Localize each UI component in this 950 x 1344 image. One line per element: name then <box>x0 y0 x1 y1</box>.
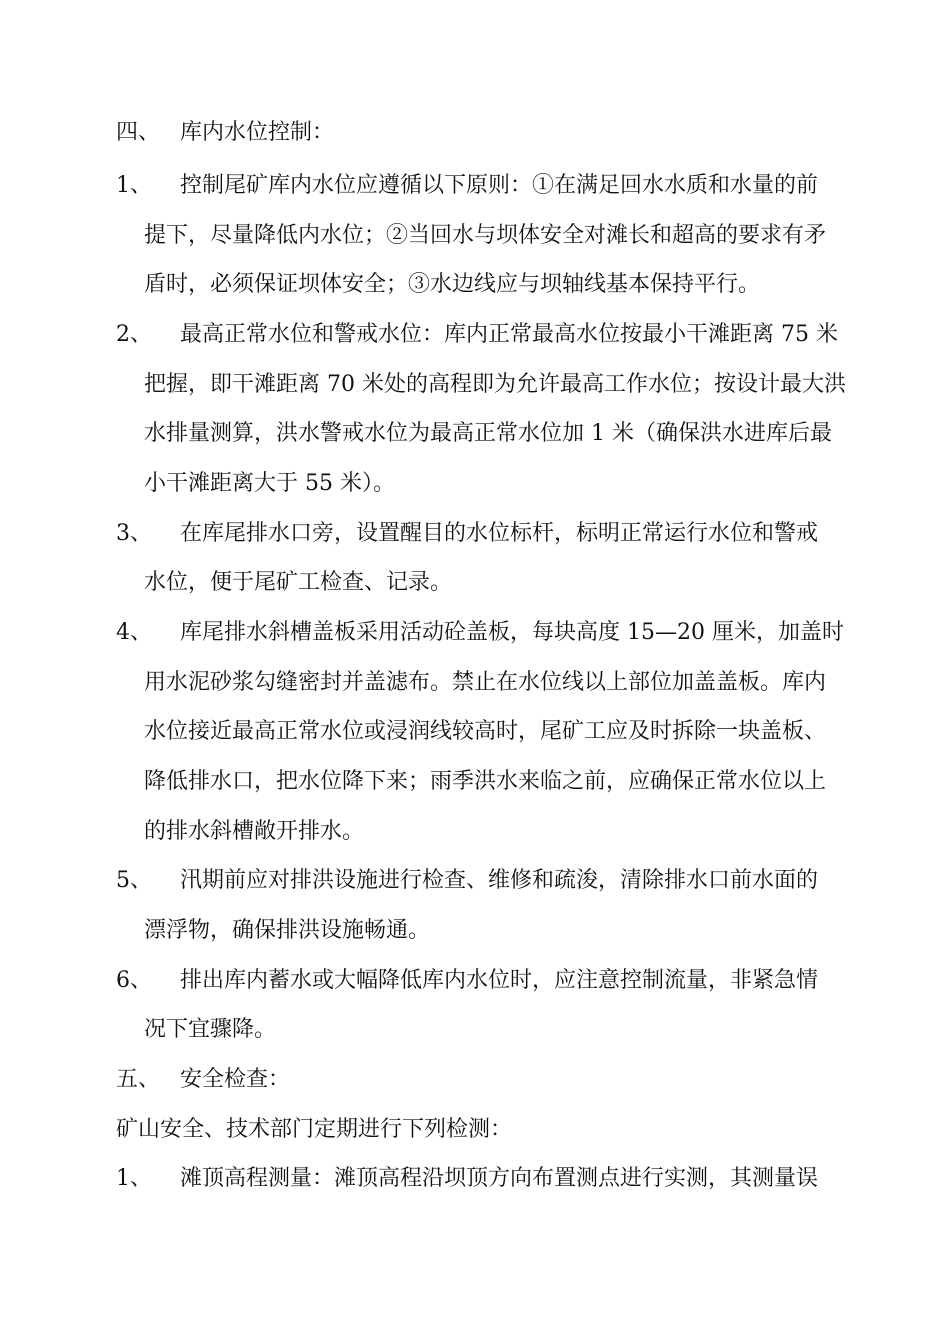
item-number: 1、 <box>116 1166 152 1191</box>
section-intro: 矿山安全、技术部门定期进行下列检测： <box>116 1117 513 1142</box>
item-line: 小干滩距离大于 55 米）。 <box>144 471 395 496</box>
section-marker: 五、 <box>116 1067 161 1092</box>
item-line: 提下，尽量降低内水位；②当回水与坝体安全对滩长和超高的要求有矛 <box>144 223 827 248</box>
item-line: 汛期前应对排洪设施进行检查、维修和疏浚，清除排水口前水面的 <box>180 868 819 893</box>
item-line: 把握，即干滩距离 70 米处的高程即为允许最高工作水位；按设计最大洪 <box>144 372 846 397</box>
item-line: 盾时，必须保证坝体安全；③水边线应与坝轴线基本保持平行。 <box>144 272 761 297</box>
item-number: 6、 <box>116 968 152 993</box>
item-line: 水排量测算，洪水警戒水位为最高正常水位加 1 米（确保洪水进库后最 <box>144 421 832 446</box>
item-line: 况下宜骤降。 <box>144 1017 277 1042</box>
item-line: 滩顶高程测量：滩顶高程沿坝顶方向布置测点进行实测，其测量误 <box>180 1166 819 1191</box>
item-line: 的排水斜槽敞开排水。 <box>144 819 365 844</box>
item-number: 2、 <box>116 322 152 347</box>
item-line: 最高正常水位和警戒水位：库内正常最高水位按最小干滩距离 75 米 <box>180 322 838 347</box>
item-line: 漂浮物，确保排洪设施畅通。 <box>144 918 431 943</box>
item-line: 库尾排水斜槽盖板采用活动砼盖板，每块高度 15—20 厘米，加盖时 <box>180 620 844 645</box>
item-line: 控制尾矿库内水位应遵循以下原则：①在满足回水水质和水量的前 <box>180 173 819 198</box>
section-marker: 四、 <box>116 120 161 145</box>
item-number: 3、 <box>116 521 152 546</box>
item-number: 1、 <box>116 173 152 198</box>
item-line: 水位，便于尾矿工检查、记录。 <box>144 570 453 595</box>
section-title: 库内水位控制： <box>180 120 335 145</box>
section-title: 安全检查： <box>180 1067 291 1092</box>
item-line: 用水泥砂浆勾缝密封并盖滤布。禁止在水位线以上部位加盖盖板。库内 <box>144 670 827 695</box>
item-number: 5、 <box>116 868 152 893</box>
item-line: 水位接近最高正常水位或浸润线较高时，尾矿工应及时拆除一块盖板、 <box>144 719 827 744</box>
item-line: 在库尾排水口旁，设置醒目的水位标杆，标明正常运行水位和警戒 <box>180 521 819 546</box>
item-number: 4、 <box>116 620 152 645</box>
item-line: 排出库内蓄水或大幅降低库内水位时，应注意控制流量，非紧急情 <box>180 968 819 993</box>
item-line: 降低排水口，把水位降下来；雨季洪水来临之前，应确保正常水位以上 <box>144 769 827 794</box>
